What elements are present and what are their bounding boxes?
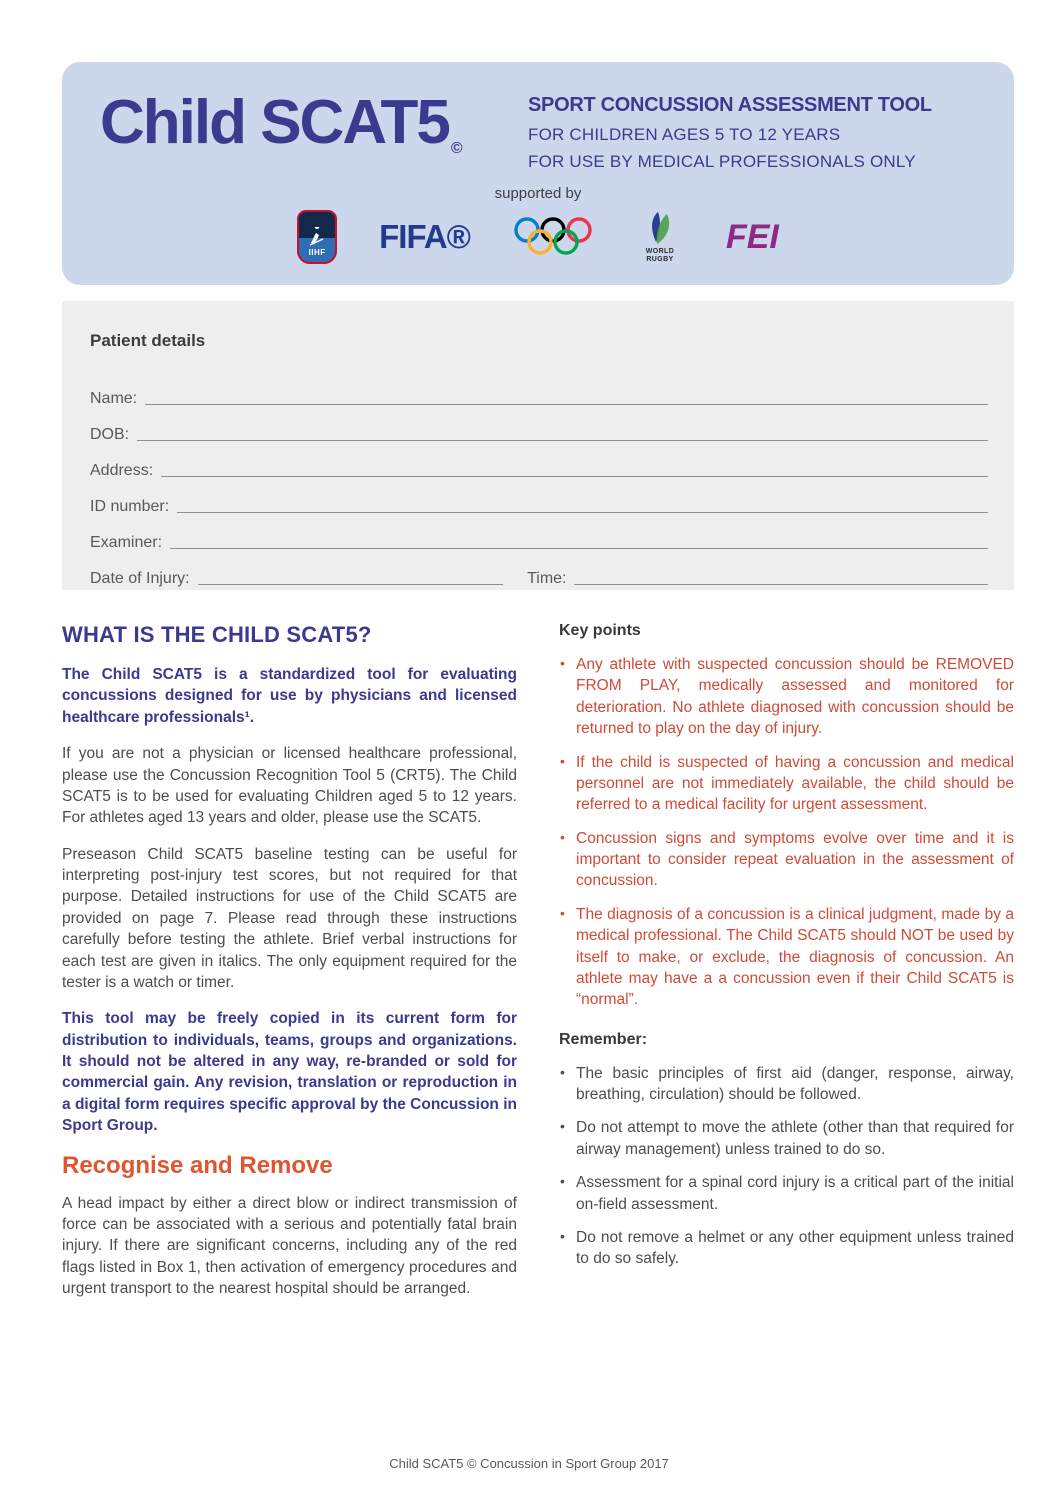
patient-field-address (90, 445, 988, 481)
key-point-item: • Concussion signs and symptoms evolve over time and it is important to consider repeat evaluation in the assessment of concussion. (559, 828, 1014, 892)
patient-details-title: Patient details (90, 331, 206, 350)
patient-field-dob (90, 409, 988, 445)
fei-logo: FEI (725, 217, 779, 256)
iihf-label: IIHF (308, 248, 326, 258)
remember-item: • Do not attempt to move the athlete (other than that required for airway management) unless trained to do so. (559, 1117, 1014, 1160)
header-row (100, 88, 976, 179)
remember-list (559, 1063, 1014, 1270)
date-of-injury-group (90, 570, 503, 589)
key-points-heading: Key points (559, 622, 641, 639)
header-banner (62, 62, 1014, 285)
patient-field-name (90, 373, 988, 409)
remember-item: • The basic principles of first aid (danger, response, airway, breathing, circulation) should be followed. (559, 1063, 1014, 1106)
right-column (559, 622, 1014, 1314)
iihf-logo (297, 210, 337, 264)
dob-field-label: DOB: (90, 426, 130, 443)
remember-item: • Assessment for a spinal cord injury is a critical part of the initial on-field assessment. (559, 1172, 1014, 1215)
baseline-paragraph: Preseason Child SCAT5 baseline testing can be useful for interpreting post-injury test scores, but not required for that purpose. Detailed instructions for use of the Child SCAT5 are provided on page 7. Please read through these instructions carefully before testing the athlete. Brief verbal instructions for each test are given in italics. The only equipment required for the tester is a watch or timer. (62, 845, 517, 991)
world-rugby-label: WORLD RUGBY (645, 248, 675, 264)
subtitle-line-1: SPORT CONCUSSION ASSESSMENT TOOL (528, 94, 932, 116)
key-point-item: • Any athlete with suspected concussion should be REMOVED FROM PLAY, medically assessed and monitored for deterioration. No athlete diagnosed with concussion should be returned to play on the day of injury. (559, 654, 1014, 740)
remember-item: • Do not remove a helmet or any other equipment unless trained to do so safely. (559, 1227, 1014, 1270)
page-title (100, 88, 463, 157)
page-footer: Child SCAT5 © Concussion in Sport Group 2017 (389, 1456, 669, 1471)
subtitle-line-3: FOR USE BY MEDICAL PROFESSIONALS ONLY (528, 152, 916, 171)
time-field-label: Time: (527, 570, 567, 587)
fifa-logo: FIFA® (379, 218, 470, 256)
id-number-input-line (177, 512, 988, 513)
name-field-label: Name: (90, 390, 138, 407)
intro-paragraph: The Child SCAT5 is a standardized tool for evaluating concussions designed for use by physicians and licensed healthcare professionals¹. (62, 666, 517, 726)
patient-field-injury-date-time (90, 553, 988, 589)
key-points-list (559, 654, 1014, 1011)
patient-details-box (62, 301, 1014, 590)
address-field-label: Address: (90, 462, 154, 479)
left-column (62, 622, 517, 1314)
remember-heading: Remember: (559, 1030, 648, 1048)
world-rugby-logo (636, 210, 684, 265)
patient-field-examiner (90, 517, 988, 553)
subtitle-line-2: FOR CHILDREN AGES 5 TO 12 YEARS (528, 125, 841, 144)
olympic-rings-icon (512, 216, 594, 258)
world-rugby-emblem-icon (643, 210, 677, 248)
sponsor-logos-row (100, 210, 976, 265)
time-input-line (574, 584, 988, 585)
recognise-remove-heading: Recognise and Remove (62, 1151, 333, 1179)
recognise-paragraph: A head impact by either a direct blow or indirect transmission of force can be associated with a serious and potentially fatal brain injury. If there are significant concerns, including any of the red flags listed in Box 1, then activation of emergency procedures and urgent transport to the nearest hospital should be arranged. (62, 1194, 517, 1297)
examiner-input-line (170, 548, 988, 549)
what-is-heading: WHAT IS THE CHILD SCAT5? (62, 622, 372, 647)
body-columns (62, 622, 1014, 1314)
date-of-injury-field-label: Date of Injury: (90, 570, 190, 587)
address-input-line (161, 476, 988, 477)
examiner-field-label: Examiner: (90, 534, 163, 551)
time-group (527, 570, 988, 589)
copyright-paragraph: This tool may be freely copied in its current form for distribution to individuals, teams, groups and organizations. It should not be altered in any way, re-branded or sold for commercial gain. Any revision, translation or reproduction in a digital form requires specific approval by the Concussion in Sport Group. (62, 1010, 517, 1135)
crt5-paragraph: If you are not a physician or licensed healthcare professional, please use the Concussion Recognition Tool 5 (CRT5). The Child SCAT5 is to be used for evaluating Children aged 5 to 12 years. For athletes aged 13 years and older, please use the SCAT5. (62, 745, 517, 827)
name-input-line (145, 404, 988, 405)
patient-field-id-number (90, 481, 988, 517)
header-subtitle (528, 92, 976, 179)
key-point-item: • If the child is suspected of having a concussion and medical personnel are not immediately available, the child should be referred to a medical facility for urgent assessment. (559, 752, 1014, 816)
title-text: Child SCAT5 (100, 88, 449, 157)
dob-input-line (137, 440, 988, 441)
date-of-injury-input-line (198, 584, 503, 585)
supported-by-label: supported by (494, 185, 582, 202)
id-number-field-label: ID number: (90, 498, 170, 515)
copyright-mark: © (450, 140, 463, 157)
key-point-item: • The diagnosis of a concussion is a clinical judgment, made by a medical professional. The Child SCAT5 should NOT be used by itself to make, or exclude, the diagnosis of concussion. An athlete may have a a concussion even if their Child SCAT5 is “normal”. (559, 904, 1014, 1011)
